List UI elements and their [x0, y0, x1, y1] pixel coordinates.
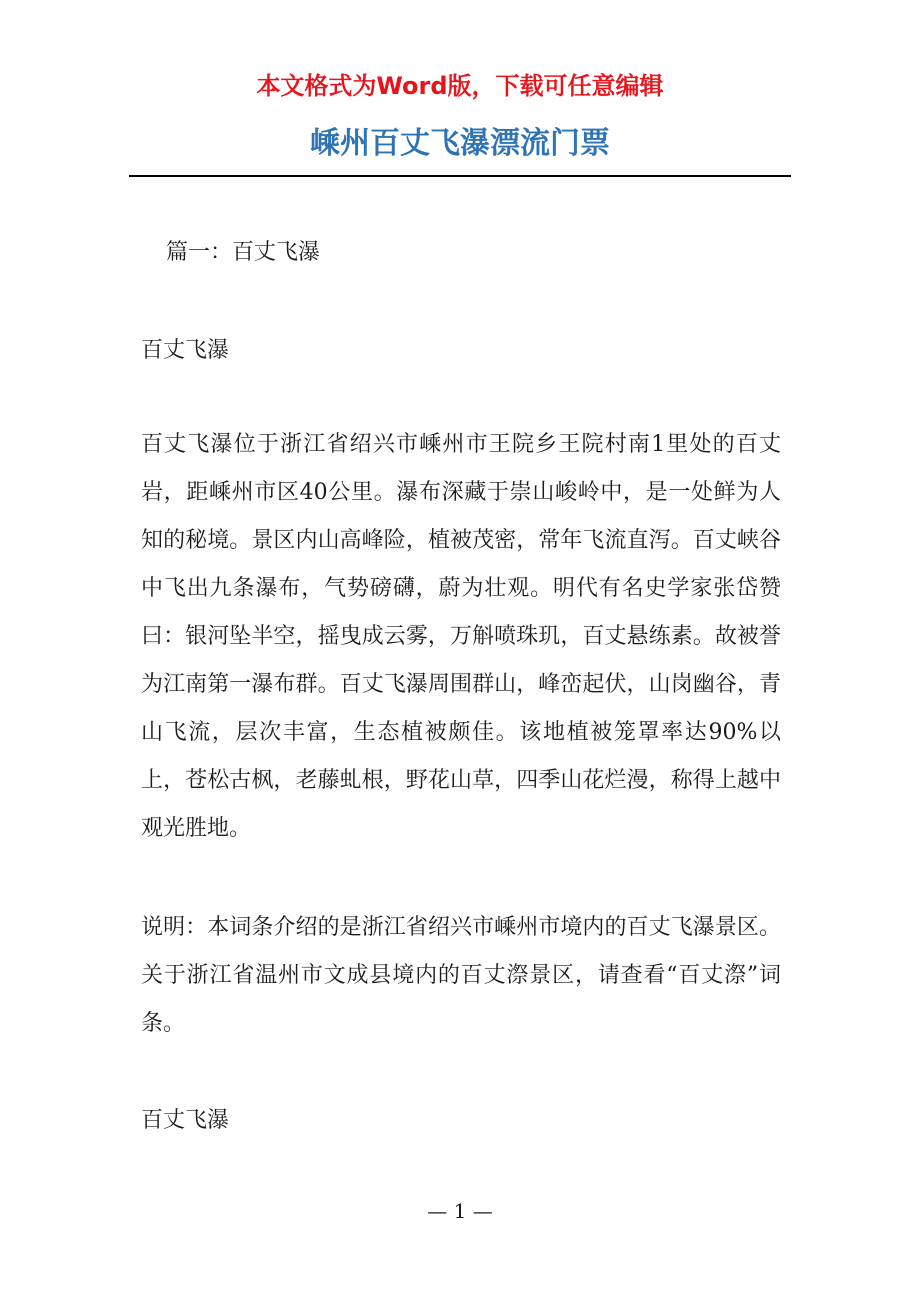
- word-format-notice: 本文格式为Word版，下载可任意编辑: [256, 72, 664, 100]
- title-divider: [129, 175, 791, 177]
- section-heading: 篇一：百丈飞瀑: [166, 240, 321, 265]
- subheading-2: 百丈飞瀑: [141, 1108, 230, 1133]
- paragraph-1: 百丈飞瀑位于浙江省绍兴市嵊州市王院乡王院村南1里处的百丈岩，距嵊州市区40公里。瀑布深藏于崇山峻岭中，是一处鲜为人知的秘境。景区内山高峰险，植被茂密，常年飞流直泻。百丈峡谷中飞出九条瀑布，气势磅礴，蔚为壮观。明代有名史学家张岱赞曰：银河坠半空，摇曳成云雾，万斛喷珠玑，百丈悬练素。故被誉为江南第一瀑布群。百丈飞瀑周围群山，峰峦起伏，山岗幽谷，青山飞流，层次丰富，生态植被颇佳。该地植被笼罩率达90%以上，苍松古枫，老藤虬根，野花山草，四季山花烂漫，称得上越中观光胜地。: [141, 432, 781, 841]
- paragraph-2-note: 说明：本词条介绍的是浙江省绍兴市嵊州市境内的百丈飞瀑景区。关于浙江省温州市文成县境内的百丈漈景区，请查看“百丈漈”词条。: [141, 915, 781, 1036]
- page-number: — 1 —: [427, 1199, 493, 1223]
- subheading-1: 百丈飞瀑: [141, 338, 230, 363]
- document-title: 嵊州百丈飞瀑漂流门票: [310, 126, 610, 161]
